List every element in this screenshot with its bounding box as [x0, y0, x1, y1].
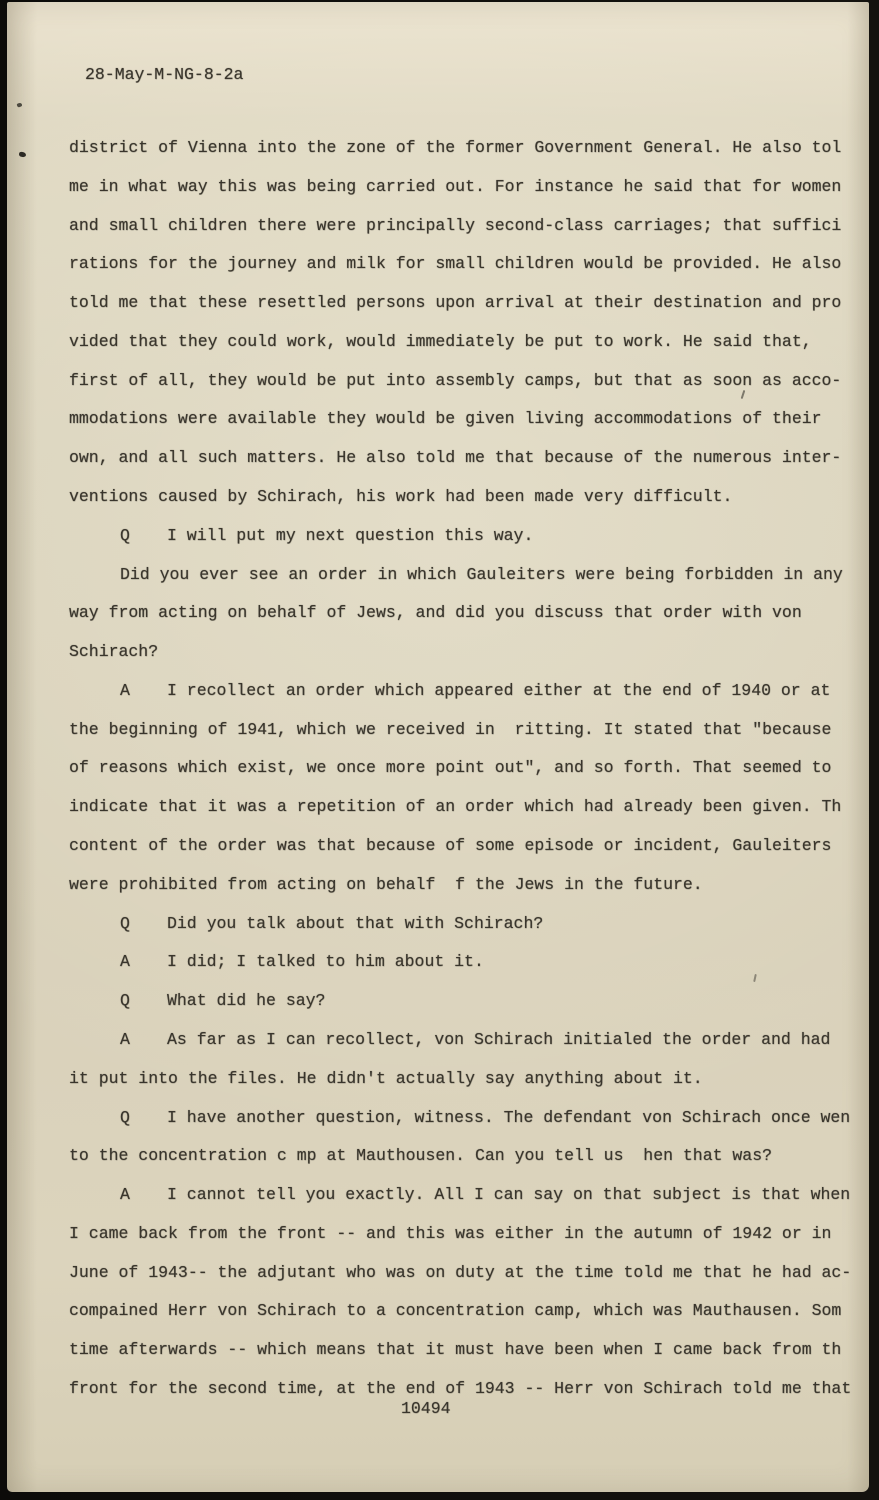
stray-typewriter-mark: [753, 974, 757, 982]
qa-marker: A: [120, 1030, 130, 1049]
transcript-line: first of all, they would be put into assembly camps, but that as soon as acco-: [69, 371, 842, 390]
paper-sheet: [7, 2, 869, 1492]
qa-line: [120, 680, 831, 702]
transcript-line: ventions caused by Schirach, his work had been made very difficult.: [69, 487, 733, 506]
transcript-line: Did you ever see an order in which Gauleiters were being forbidden in any: [120, 565, 843, 584]
page-number: 10494: [401, 1399, 451, 1418]
transcript-line: Schirach?: [69, 642, 159, 661]
transcript-line: compained Herr von Schirach to a concentration camp, which was Mauthausen. Som: [69, 1301, 842, 1320]
transcript-line: I came back from the front -- and this was either in the autumn of 1942 or in: [69, 1224, 832, 1243]
qa-marker: Q: [120, 526, 130, 545]
qa-marker: Q: [120, 1108, 130, 1127]
transcript-line: June of 1943-- the adjutant who was on duty at the time told me that he had ac-: [69, 1263, 852, 1282]
qa-line: [120, 525, 534, 547]
transcript-line: of reasons which exist, we once more point out", and so forth. That seemed to: [69, 758, 832, 777]
transcript-line: told me that these resettled persons upon arrival at their destination and pro: [69, 293, 842, 312]
qa-text: I did; I talked to him about it.: [167, 952, 484, 971]
qa-line: [120, 1107, 851, 1129]
qa-marker: A: [120, 681, 130, 700]
qa-marker: Q: [120, 914, 130, 933]
transcript-line: way from acting on behalf of Jews, and did you discuss that order with von: [69, 603, 802, 622]
qa-line: [120, 990, 326, 1012]
qa-text: As far as I can recollect, von Schirach initialed the order and had: [167, 1030, 831, 1049]
transcript-line: indicate that it was a repetition of an order which had already been given. Th: [69, 797, 842, 816]
qa-text: I will put my next question this way.: [167, 526, 534, 545]
qa-marker: Q: [120, 991, 130, 1010]
qa-text: I cannot tell you exactly. All I can say on that subject is that when: [167, 1185, 851, 1204]
qa-marker: A: [120, 952, 130, 971]
transcript-line: rations for the journey and milk for small children would be provided. He also: [69, 254, 842, 273]
qa-line: [120, 913, 544, 935]
qa-line: [120, 1184, 851, 1206]
qa-text: I recollect an order which appeared either at the end of 1940 or at: [167, 681, 831, 700]
transcript-line: were prohibited from acting on behalf f the Jews in the future.: [69, 875, 703, 894]
qa-text: What did he say?: [167, 991, 326, 1010]
qa-text: I have another question, witness. The defendant von Schirach once wen: [167, 1108, 851, 1127]
qa-text: Did you talk about that with Schirach?: [167, 914, 544, 933]
qa-marker: A: [120, 1185, 130, 1204]
transcript-line: me in what way this was being carried out. For instance he said that for women: [69, 177, 842, 196]
transcript-line: the beginning of 1941, which we received in ritting. It stated that "because: [69, 720, 832, 739]
document-header-code: 28-May-M-NG-8-2a: [85, 65, 244, 84]
qa-line: [120, 1029, 831, 1051]
ink-speck: [16, 102, 22, 107]
transcript-line: vided that they could work, would immediately be put to work. He said that,: [69, 332, 812, 351]
transcript-line: district of Vienna into the zone of the former Government General. He also tol: [69, 138, 842, 157]
transcript-line: time afterwards -- which means that it must have been when I came back from th: [69, 1340, 842, 1359]
transcript-line: and small children there were principally second-class carriages; that suffici: [69, 216, 842, 235]
qa-line: [120, 951, 484, 973]
transcript-line: content of the order was that because of some episode or incident, Gauleiters: [69, 836, 832, 855]
transcript-line: to the concentration c mp at Mauthousen. Can you tell us hen that was?: [69, 1146, 773, 1165]
transcript-line: mmodations were available they would be given living accommodations of their: [69, 409, 822, 428]
transcript-line: front for the second time, at the end of 1943 -- Herr von Schirach told me that: [69, 1379, 852, 1398]
transcript-line: it put into the files. He didn't actually say anything about it.: [69, 1069, 703, 1088]
transcript-line: own, and all such matters. He also told me that because of the numerous inter-: [69, 448, 842, 467]
ink-speck: [19, 152, 27, 158]
